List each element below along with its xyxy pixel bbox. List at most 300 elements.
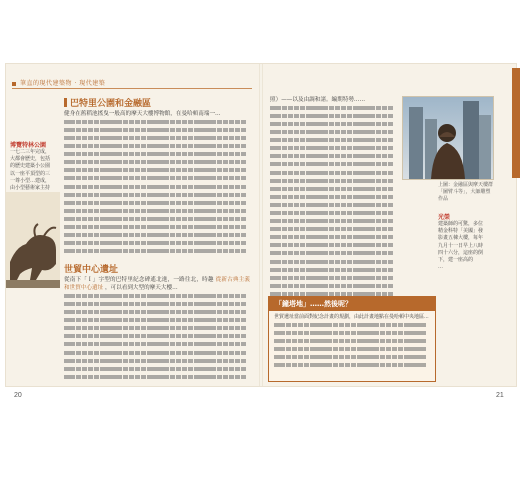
glyph [170, 310, 175, 314]
glyph [70, 217, 75, 221]
glyph [111, 249, 116, 253]
glyph [217, 185, 222, 189]
glyph [170, 185, 175, 189]
glyph [199, 334, 204, 338]
glyph [382, 251, 387, 255]
glyph [329, 130, 334, 134]
glyph [223, 152, 228, 156]
glyph [182, 185, 187, 189]
glyph [229, 359, 234, 363]
glyph [188, 249, 193, 253]
glyph [358, 203, 363, 207]
glyph [205, 185, 210, 189]
glyph [217, 193, 222, 197]
glyph [199, 294, 204, 298]
glyph [152, 334, 157, 338]
glyph [398, 331, 403, 335]
glyph [374, 339, 379, 343]
glyph [147, 326, 152, 330]
glyph [353, 284, 358, 288]
glyph [147, 375, 152, 379]
glyph [288, 138, 293, 142]
glyph [388, 154, 393, 158]
feature-box [268, 296, 436, 382]
glyph [311, 171, 316, 175]
glyph [111, 342, 116, 346]
glyph [147, 160, 152, 164]
glyph [335, 219, 340, 223]
glyph [282, 171, 287, 175]
text-line [270, 185, 396, 193]
glyph [317, 179, 322, 183]
glyph [353, 219, 358, 223]
glyph [311, 138, 316, 142]
glyph [94, 176, 99, 180]
glyph [111, 168, 116, 172]
glyph [94, 334, 99, 338]
glyph [199, 359, 204, 363]
glyph [70, 201, 75, 205]
glyph [223, 233, 228, 237]
glyph [135, 302, 140, 306]
glyph [147, 249, 152, 253]
glyph [188, 193, 193, 197]
glyph [76, 176, 81, 180]
glyph [147, 209, 152, 213]
glyph [392, 323, 397, 327]
glyph [298, 331, 303, 335]
glyph [329, 195, 334, 199]
glyph [100, 233, 105, 237]
glyph [164, 193, 169, 197]
glyph [306, 162, 311, 166]
glyph [374, 331, 379, 335]
glyph [82, 193, 87, 197]
glyph [164, 310, 169, 314]
glyph [323, 130, 328, 134]
glyph [211, 302, 216, 306]
glyph [388, 268, 393, 272]
glyph [199, 225, 204, 229]
glyph [270, 162, 275, 166]
glyph [280, 355, 285, 359]
glyph [388, 235, 393, 239]
glyph [311, 179, 316, 183]
text-line [270, 209, 396, 217]
glyph [176, 193, 181, 197]
glyph [129, 209, 134, 213]
glyph [64, 318, 69, 322]
sidenote-line: 精金科特「美國」發 [438, 228, 484, 235]
glyph [82, 120, 87, 124]
glyph [229, 326, 234, 330]
glyph [341, 260, 346, 264]
glyph [199, 128, 204, 132]
glyph [317, 114, 322, 118]
glyph [64, 294, 69, 298]
glyph [382, 284, 387, 288]
glyph [347, 268, 352, 272]
glyph [341, 276, 346, 280]
glyph [382, 211, 387, 215]
glyph [129, 225, 134, 229]
glyph [152, 136, 157, 140]
glyph [105, 351, 110, 355]
glyph [176, 367, 181, 371]
glyph [229, 128, 234, 132]
glyph [170, 351, 175, 355]
text-line [274, 337, 430, 345]
glyph [117, 233, 122, 237]
glyph [76, 351, 81, 355]
glyph [188, 233, 193, 237]
glyph [333, 355, 338, 359]
glyph [306, 179, 311, 183]
glyph [111, 318, 116, 322]
text-line [270, 258, 396, 266]
glyph [147, 334, 152, 338]
glyph [147, 120, 152, 124]
glyph [152, 294, 157, 298]
glyph [117, 217, 122, 221]
glyph [292, 339, 297, 343]
glyph [223, 160, 228, 164]
glyph [70, 209, 75, 213]
text-line [64, 292, 250, 300]
glyph [370, 235, 375, 239]
glyph [76, 233, 81, 237]
glyph [135, 334, 140, 338]
glyph [94, 136, 99, 140]
text-line [270, 201, 396, 209]
glyph [276, 251, 281, 255]
glyph [229, 302, 234, 306]
left-sidenote [10, 140, 60, 199]
glyph [235, 249, 240, 253]
glyph [353, 276, 358, 280]
glyph [294, 251, 299, 255]
glyph [129, 201, 134, 205]
section-heading-wtc-site [64, 262, 118, 275]
glyph [129, 233, 134, 237]
glyph [276, 284, 281, 288]
glyph [315, 323, 320, 327]
glyph [64, 225, 69, 229]
glyph [188, 342, 193, 346]
glyph [211, 168, 216, 172]
glyph [141, 310, 146, 314]
glyph [105, 233, 110, 237]
glyph [298, 339, 303, 343]
glyph [306, 138, 311, 142]
glyph [317, 260, 322, 264]
glyph [147, 201, 152, 205]
glyph [335, 146, 340, 150]
sidenote-line: 以一座平頂型的三 [10, 170, 51, 177]
glyph [194, 342, 199, 346]
glyph [170, 249, 175, 253]
glyph [123, 201, 128, 205]
glyph [357, 323, 362, 327]
glyph [70, 318, 75, 322]
right-column-text [270, 96, 396, 298]
glyph [194, 326, 199, 330]
glyph [147, 351, 152, 355]
glyph [229, 144, 234, 148]
glyph [357, 331, 362, 335]
glyph [388, 203, 393, 207]
glyph [235, 375, 240, 379]
glyph [223, 375, 228, 379]
glyph [358, 260, 363, 264]
glyph [70, 128, 75, 132]
glyph [100, 201, 105, 205]
glyph [311, 114, 316, 118]
glyph [386, 363, 391, 367]
glyph [358, 171, 363, 175]
glyph [152, 302, 157, 306]
glyph [158, 193, 163, 197]
glyph [152, 233, 157, 237]
glyph [288, 219, 293, 223]
glyph [288, 122, 293, 126]
glyph [170, 302, 175, 306]
text-line [64, 207, 250, 215]
glyph [135, 375, 140, 379]
text-line [64, 325, 250, 333]
glyph [300, 130, 305, 134]
glyph [170, 144, 175, 148]
text-line [274, 321, 430, 329]
glyph [317, 130, 322, 134]
glyph [64, 217, 69, 221]
glyph [321, 331, 326, 335]
glyph [105, 209, 110, 213]
glyph [164, 176, 169, 180]
glyph [152, 249, 157, 253]
glyph [176, 233, 181, 237]
glyph [194, 136, 199, 140]
glyph [310, 363, 315, 367]
glyph [357, 339, 362, 343]
glyph [276, 219, 281, 223]
glyph [217, 367, 222, 371]
glyph [135, 144, 140, 148]
glyph [241, 351, 246, 355]
glyph [199, 120, 204, 124]
glyph [129, 326, 134, 330]
glyph [217, 225, 222, 229]
glyph [300, 179, 305, 183]
glyph [135, 359, 140, 363]
sidenote-line: 影畫五棟大樓，每年 [438, 235, 484, 242]
glyph [158, 241, 163, 245]
glyph [362, 339, 367, 343]
glyph [317, 146, 322, 150]
sidenote-line: 大都會歷史，包括 [10, 156, 51, 163]
glyph [388, 195, 393, 199]
glyph [347, 114, 352, 118]
glyph [152, 351, 157, 355]
glyph [335, 179, 340, 183]
glyph [276, 268, 281, 272]
glyph [111, 241, 116, 245]
glyph [129, 367, 134, 371]
glyph [347, 171, 352, 175]
glyph [300, 243, 305, 247]
glyph [64, 351, 69, 355]
glyph [70, 302, 75, 306]
glyph [327, 323, 332, 327]
glyph [317, 276, 322, 280]
glyph [358, 138, 363, 142]
glyph [170, 359, 175, 363]
glyph [82, 128, 87, 132]
glyph [380, 355, 385, 359]
glyph [241, 201, 246, 205]
text-line [64, 308, 250, 316]
glyph [270, 122, 275, 126]
glyph [100, 302, 105, 306]
glyph [147, 193, 152, 197]
glyph [311, 227, 316, 231]
glyph [141, 160, 146, 164]
glyph [88, 375, 93, 379]
glyph [339, 363, 344, 367]
glyph [176, 351, 181, 355]
glyph [129, 310, 134, 314]
glyph [88, 225, 93, 229]
glyph [70, 185, 75, 189]
glyph [300, 146, 305, 150]
glyph [294, 276, 299, 280]
glyph [76, 225, 81, 229]
glyph [158, 318, 163, 322]
glyph [147, 176, 152, 180]
glyph [310, 355, 315, 359]
text-line [64, 126, 250, 134]
glyph [241, 249, 246, 253]
glyph [382, 195, 387, 199]
glyph [280, 363, 285, 367]
glyph [188, 302, 193, 306]
glyph [310, 331, 315, 335]
glyph [294, 235, 299, 239]
glyph [117, 152, 122, 156]
glyph [223, 144, 228, 148]
glyph [152, 359, 157, 363]
glyph [357, 363, 362, 367]
glyph [205, 375, 210, 379]
glyph [300, 235, 305, 239]
glyph [188, 318, 193, 322]
glyph [392, 331, 397, 335]
glyph [211, 209, 216, 213]
glyph [288, 162, 293, 166]
glyph [141, 367, 146, 371]
glyph [306, 211, 311, 215]
glyph [94, 310, 99, 314]
glyph [374, 347, 379, 351]
glyph [105, 241, 110, 245]
glyph [141, 359, 146, 363]
glyph [270, 146, 275, 150]
glyph [241, 136, 246, 140]
glyph [182, 302, 187, 306]
glyph [358, 227, 363, 231]
glyph [294, 114, 299, 118]
glyph [306, 154, 311, 158]
glyph [235, 241, 240, 245]
glyph [182, 168, 187, 172]
glyph [70, 241, 75, 245]
glyph [294, 154, 299, 158]
glyph [353, 179, 358, 183]
glyph [64, 152, 69, 156]
glyph [205, 176, 210, 180]
glyph [317, 154, 322, 158]
glyph [341, 171, 346, 175]
glyph [335, 243, 340, 247]
glyph [105, 168, 110, 172]
glyph [288, 243, 293, 247]
glyph [105, 294, 110, 298]
glyph [111, 351, 116, 355]
glyph [170, 294, 175, 298]
glyph [241, 185, 246, 189]
glyph [176, 375, 181, 379]
glyph [117, 168, 122, 172]
glyph [88, 128, 93, 132]
glyph [129, 168, 134, 172]
glyph [241, 367, 246, 371]
glyph [117, 318, 122, 322]
glyph [158, 176, 163, 180]
glyph [182, 160, 187, 164]
glyph [76, 294, 81, 298]
glyph [300, 114, 305, 118]
glyph [368, 323, 373, 327]
text-line [274, 361, 430, 369]
glyph [341, 203, 346, 207]
glyph [170, 367, 175, 371]
glyph [88, 176, 93, 180]
glyph [304, 347, 309, 351]
glyph [76, 168, 81, 172]
glyph [182, 326, 187, 330]
glyph [311, 203, 316, 207]
glyph [123, 326, 128, 330]
glyph [223, 201, 228, 205]
glyph [353, 251, 358, 255]
glyph [235, 359, 240, 363]
glyph [164, 160, 169, 164]
glyph [123, 294, 128, 298]
glyph [382, 203, 387, 207]
glyph [82, 334, 87, 338]
glyph [335, 195, 340, 199]
glyph [358, 106, 363, 110]
glyph [282, 187, 287, 191]
glyph [111, 128, 116, 132]
glyph [135, 310, 140, 314]
glyph [317, 251, 322, 255]
glyph [170, 128, 175, 132]
glyph [317, 219, 322, 223]
glyph [70, 176, 75, 180]
glyph [306, 251, 311, 255]
glyph [100, 136, 105, 140]
